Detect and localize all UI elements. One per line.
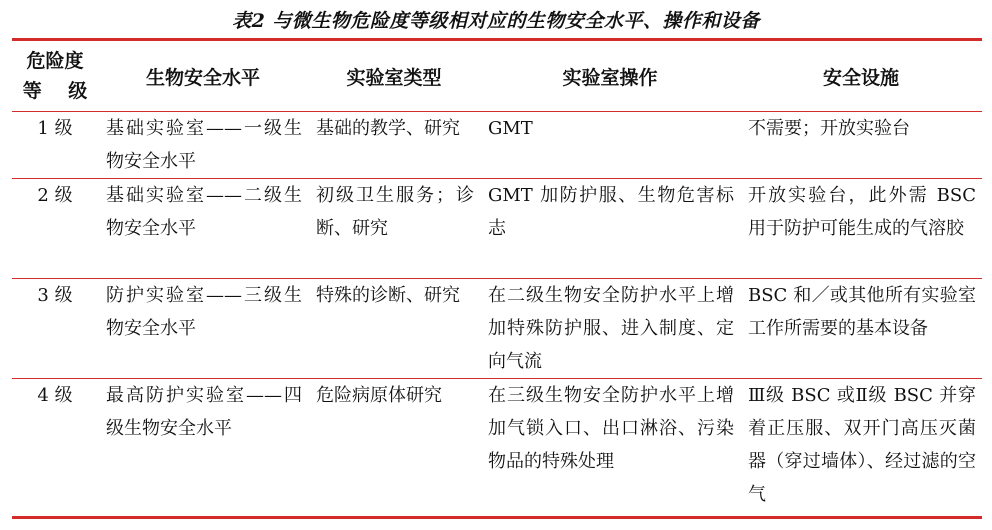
biosafety-level-text: 最高防护实验室——四级生物安全水平	[106, 385, 302, 439]
risk-level-cell: 4 级	[12, 379, 98, 515]
header-risk-level	[12, 41, 98, 112]
lab-type-text: 初级卫生服务；诊断、研究	[316, 185, 474, 239]
lab-practice-cell	[480, 112, 740, 179]
biosafety-level-cell	[98, 112, 308, 179]
table-row	[12, 379, 982, 515]
lab-practice-text: 在二级生物安全防护水平上增加特殊防护服、进入制度、定向气流	[488, 285, 734, 372]
header-lab-practice: 实验室操作	[480, 41, 740, 112]
risk-level-cell: 3 级	[12, 279, 98, 379]
biosafety-level-text: 防护实验室——三级生物安全水平	[106, 285, 302, 339]
lab-type-text: 基础的教学、研究	[316, 118, 460, 139]
risk-level-cell: 2 级	[12, 179, 98, 279]
header-risk-level-line1: 危险度	[26, 50, 84, 72]
lab-type-cell	[308, 112, 480, 179]
safety-equipment-text: Ⅲ级 BSC 或Ⅱ级 BSC 并穿着正压服、双开门高压灭菌器（穿过墙体）、经过滤的空气	[748, 385, 976, 505]
header-row	[12, 41, 982, 112]
lab-practice-text: GMT 加防护服、生物危害标志	[488, 185, 734, 239]
lab-type-cell	[308, 279, 480, 379]
header-biosafety-level: 生物安全水平	[98, 41, 308, 112]
header-lab-type: 实验室类型	[308, 41, 480, 112]
safety-equipment-text: 不需要；开放实验台	[748, 118, 910, 139]
biosafety-level-text: 基础实验室——二级生物安全水平	[106, 185, 302, 239]
lab-type-text: 危险病原体研究	[316, 385, 442, 406]
lab-type-cell	[308, 179, 480, 279]
safety-equipment-text: BSC 和／或其他所有实验室工作所需要的基本设备	[748, 285, 976, 339]
table-row	[12, 179, 982, 279]
lab-type-cell	[308, 379, 480, 515]
table-row	[12, 112, 982, 179]
safety-equipment-cell	[740, 112, 982, 179]
safety-equipment-cell	[740, 379, 982, 515]
lab-type-text: 特殊的诊断、研究	[316, 285, 460, 306]
lab-practice-text: GMT	[488, 118, 533, 139]
safety-equipment-cell	[740, 179, 982, 279]
risk-level-cell: 1 级	[37, 118, 73, 139]
table-caption: 表2 与微生物危险度等级相对应的生物安全水平、操作和设备	[232, 10, 760, 32]
header-risk-level-line2: 等 级	[22, 80, 88, 102]
biosafety-level-cell	[98, 179, 308, 279]
header-safety-equipment: 安全设施	[740, 41, 982, 112]
lab-practice-cell	[480, 179, 740, 279]
bottom-rule	[12, 516, 982, 519]
lab-practice-text: 在三级生物安全防护水平上增加气锁入口、出口淋浴、污染物品的特殊处理	[488, 385, 734, 472]
biosafety-level-cell	[98, 279, 308, 379]
biosafety-level-cell	[98, 379, 308, 515]
biosafety-table	[12, 41, 982, 515]
biosafety-level-text: 基础实验室——一级生物安全水平	[106, 118, 302, 172]
lab-practice-cell	[480, 279, 740, 379]
lab-practice-cell	[480, 379, 740, 515]
table-row	[12, 279, 982, 379]
safety-equipment-text: 开放实验台，此外需 BSC 用于防护可能生成的气溶胶	[748, 185, 976, 239]
safety-equipment-cell	[740, 279, 982, 379]
